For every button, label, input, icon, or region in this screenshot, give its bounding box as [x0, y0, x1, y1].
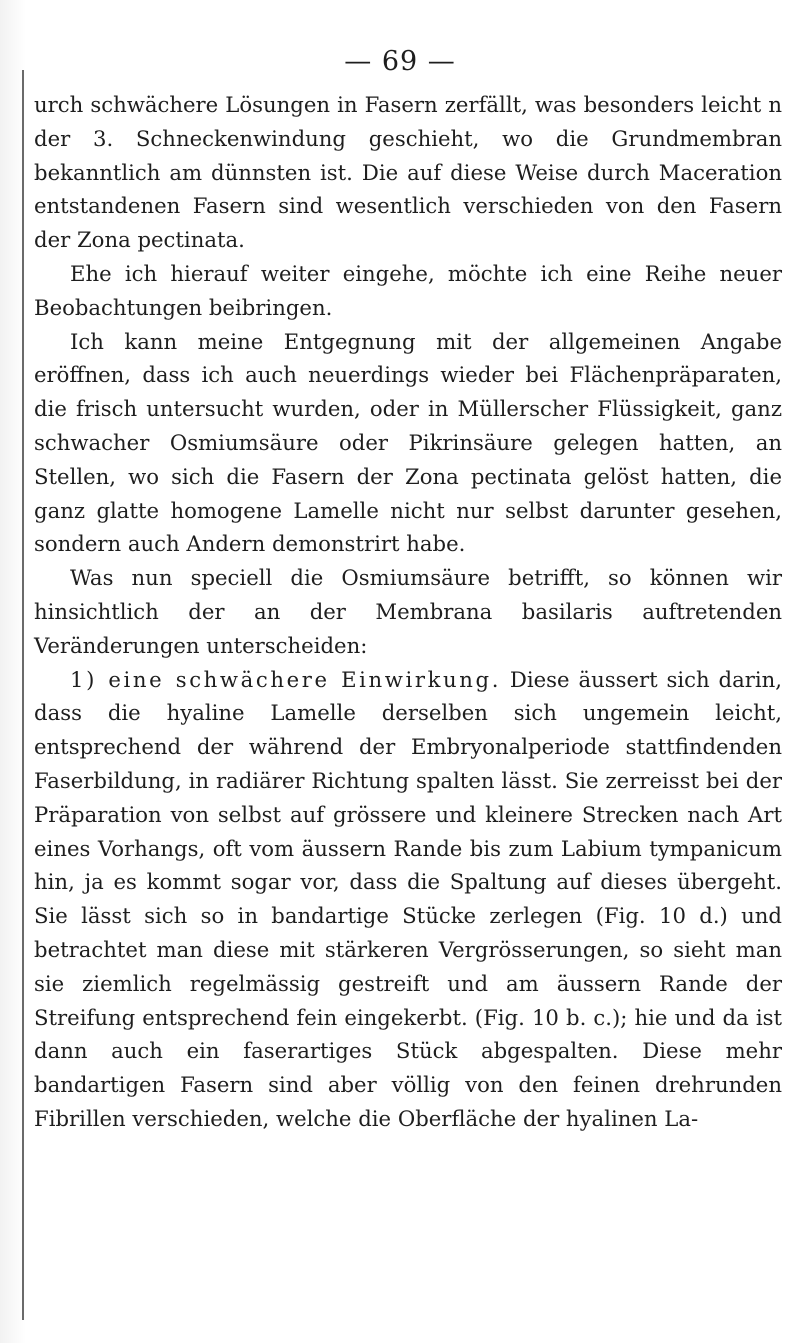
paragraph-2: Ehe ich hierauf weiter eingehe, möchte ich eine Reihe neuer Beobachtungen beibringen.: [34, 260, 782, 320]
paragraph-1: urch schwächere Lösungen in Fasern zerfällt, was besonders leicht n der 3. Schneckenwindung geschieht, wo die Grundmembran bekanntlich am dünnsten ist. Die auf diese Weise durch Maceration entstandenen Fasern sind wesentlich verschieden von den Fasern der Zona pectinata.: [34, 92, 782, 253]
binding-edge-line: [22, 70, 24, 1320]
binding-gutter: [0, 0, 26, 1343]
paragraph-5-body: Diese äussert sich darin, dass die hyaline Lamelle derselben sich ungemein leicht, entsprechend der während der Embryonalperiode stattfindenden Faserbildung, in radiärer Richtung spalten lässt. Sie zerreisst bei der Präparation von selbst auf grössere und kleinere Strecken nach Art eines Vorhangs, oft vom äussern Rande bis zum Labium tympanicum hin, ja es kommt sogar vor, dass die Spaltung auf dieses übergeht. Sie lässt sich so in bandartige Stücke zerlegen (Fig. 10 d.) und betrachtet man diese mit stärkeren Vergrösserungen, so sieht man sie ziemlich regelmässig gestreift und am äussern Rande der Streifung entsprechend fein eingekerbt. (Fig. 10 b. c.); hie und da ist dann auch ein faserartiges Stück abgespalten. Diese mehr bandartigen Fasern sind aber völlig von den feinen drehrunden Fibrillen verschieden, welche die Oberfläche der hyalinen La-: [34, 666, 782, 1131]
paragraph-5: [34, 663, 782, 1136]
paragraph-5-lead: 1) eine schwächere Einwirkung.: [70, 666, 502, 692]
paragraph-3: Ich kann meine Entgegnung mit der allgemeinen Angabe eröffnen, dass ich auch neuerdings wieder bei Flächenpräparaten, die frisch untersucht wurden, oder in Müllerscher Flüssigkeit, ganz schwacher Osmiumsäure oder Pikrinsäure gelegen hatten, an Stellen, wo sich die Fasern der Zona pectinata gelöst hatten, die ganz glatte homogene Lamelle nicht nur selbst darunter gesehen, sondern auch Andern demonstrirt habe.: [34, 328, 782, 557]
paragraph-4: Was nun speciell die Osmiumsäure betrifft, so können wir hinsichtlich der an der Membrana basilaris auftretenden Veränderungen unterscheiden:: [34, 565, 782, 658]
body-text: [34, 88, 782, 1136]
page-number: — 69 —: [344, 46, 456, 77]
